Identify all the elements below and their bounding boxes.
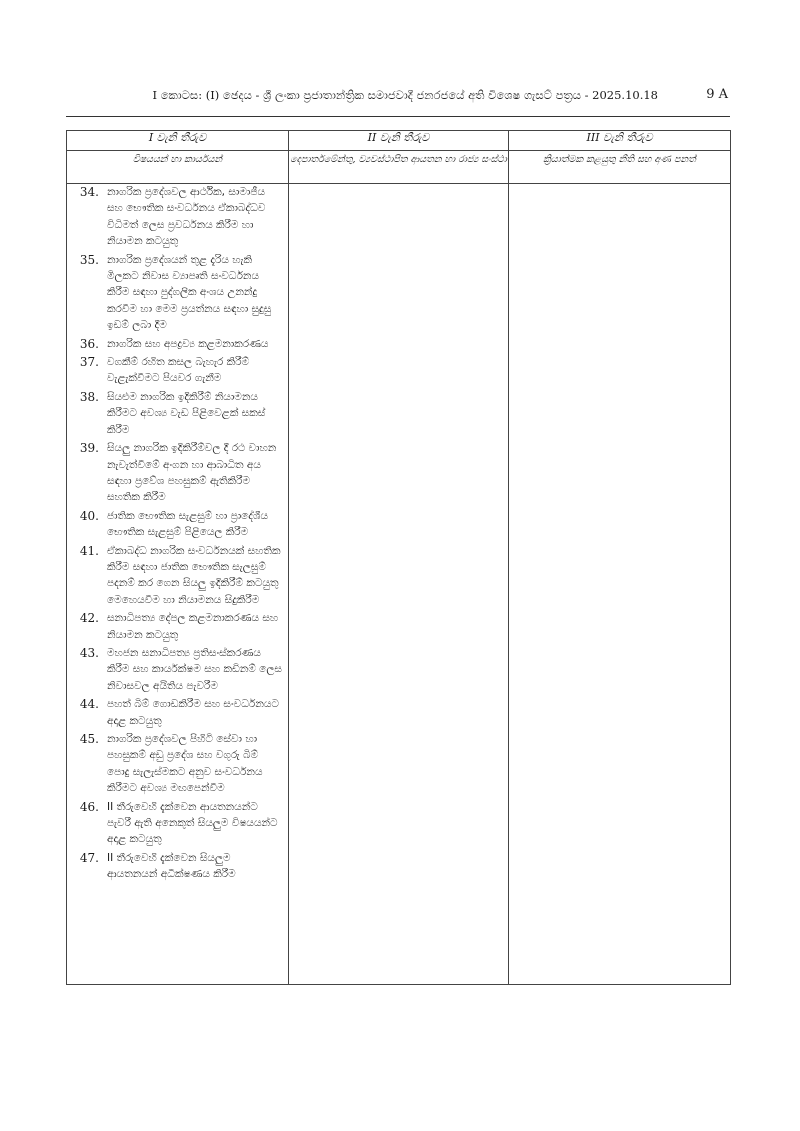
laws-acts-header: ක්‍රියාත්මක කළයුතු නීති සහ අණ පනත් [509, 151, 731, 184]
item-number: 35. [79, 252, 99, 267]
header-rule [66, 116, 730, 117]
item-number: 43. [79, 645, 99, 660]
item-number: 40. [79, 508, 99, 523]
table-body-row [67, 184, 731, 985]
list-item [67, 696, 288, 729]
item-number: 42. [79, 611, 99, 626]
list-item [67, 610, 288, 643]
item-number: 45. [79, 732, 99, 746]
item-text: මහජන සනාධිපත්‍ය ප්‍රතිසංස්කරණය කිරීම සහ කාර්යක්ෂම සහ කඩිනම් ලෙස නිවාසවල අයිතිය පැවරීම [107, 646, 282, 692]
list-item [67, 850, 288, 883]
item-number: 39. [79, 441, 99, 456]
list-item [67, 508, 288, 541]
list-item [67, 184, 288, 250]
item-number: 46. [79, 799, 99, 814]
item-text: නාගරික ප්‍රදේශවල පිහිටි සේවා හා පහසුකම් අඩු ප්‍රදේශ සහ වගුරු බිම් පොදු සැලැස්මකට අනුව සංවර්ධනය කිරීමට අවශ්‍ය මඟපෙන්වීම [107, 733, 263, 795]
list-item [67, 543, 288, 609]
schedule-table [66, 130, 731, 985]
list-item [67, 336, 288, 352]
institutions-cell [289, 184, 509, 985]
item-number: 37. [79, 355, 99, 370]
item-text: ජාතික භෞතික සැළසුම් හා ප්‍රාදේශීය භෞතික සැළසුම් පිළියෙල කිරීම [107, 509, 269, 539]
item-text: නාගරික ප්‍රදේශවල ආර්ථික, සාමාජීය සහ භෞතික සංවර්ධනය ඒකාබද්ධව විධිමත් ලෙස ප්‍රවර්ධනය කිරීම හා නියාමන කටයුතු [107, 186, 266, 248]
item-text: II තීරුවෙහි දැක්වෙන ආයතනයන්ට පැවරී ඇති අනෙකුත් සියලුම විෂයයන්ට අදාළ කටයුතු [107, 800, 278, 846]
list-item [67, 252, 288, 334]
gazette-header-title: I කොටස: (I) ඡෙදය - ශ්‍රී ලංකා ප්‍රජාතාන්ත්‍රික සමාජවාදී ජනරජයේ අති විශෙෂ ගැසට් පත්‍රය - 2025.10.18 [152, 88, 658, 102]
item-text: සියළුම නාගරික ඉදිකිරීම් නියාමනය කිරීමට අවශ්‍ය වැඩ පිළිවෙළක් සකස් කිරීම [107, 390, 266, 436]
item-text: වගකීම් රහිත කසල බැහැර කිරීම් වැළැක්වීමට පියවර ගැනීම [107, 356, 250, 385]
item-text: II තීරුවෙහි දැක්වෙන සියලුම ආයතනයන් අධීක්ෂණය කිරීම [107, 851, 236, 881]
page-number: 9 A [706, 87, 728, 102]
subjects-functions-header: විෂයයන් හා කාර්යයන් [67, 151, 289, 184]
item-text: නාගරික සහ අපද්‍රව්‍ය කළමනාකරණය [107, 337, 269, 350]
item-text: නාගරික ප්‍රදේශයන් තුළ දැරිය හැකි මිලකට නිවාස ව්‍යාපෘති සංවර්ධනය කිරීම සඳහා පුද්ගලික අංශය උනන්දු කරවීම හා මෙම ප්‍රයත්නය සඳහා සුදුසු ඉඩම් ලබා දීම [107, 253, 272, 332]
column-3-header: III වැනි තීරුව [509, 131, 731, 151]
list-item [67, 354, 288, 387]
column-1-header: I වැනි තීරුව [67, 131, 289, 151]
list-item [67, 799, 288, 848]
subjects-list-cell [67, 184, 289, 985]
list-item [67, 389, 288, 438]
institutions-header: දෙපාර්තමේන්තු, ව්‍යවස්ථාපිත ආයතන හා රාජ්‍ය සංස්ථා [289, 151, 509, 184]
item-text: ඒකාබද්ධ නාගරික සංවර්ධනයක් සහතික කිරීම සඳහා ජාතික භෞතික සැලසුම් පදනම් කර ගෙන සියලු ඉදිකිරීම් කටයුතු මෙහෙයවීම හා නියාමනය සිදුකිරීම [107, 544, 281, 606]
item-text: සනාධිපත්‍ය දේපල කළමනාකරණය සහ නියාමන කටයුතු [107, 612, 279, 641]
list-item [67, 731, 288, 797]
item-number: 41. [79, 543, 99, 558]
item-number: 36. [79, 336, 99, 351]
list-item [67, 645, 288, 694]
item-text: පහත් බිම් ගොඩකිරීම සහ සංවර්ධනයට අදාළ කටයුතු [107, 698, 279, 727]
column-2-header: II වැනි තීරුව [289, 131, 509, 151]
item-number: 44. [79, 697, 99, 712]
item-number: 47. [79, 850, 99, 865]
page-header [66, 88, 730, 108]
item-number: 34. [79, 185, 99, 199]
laws-cell [509, 184, 731, 985]
column-header-row [67, 131, 731, 151]
subheader-row [67, 151, 731, 184]
item-text: සියලු නාගරික ඉදිකිරීම්වල දී රථ වාහන නැවැත්වීමේ අංගන හා ආබාධිත අය සඳහා ප්‍රවේශ පහසුකම් ඇතිකිරීම සහතික කිරීම [107, 442, 277, 504]
list-item [67, 440, 288, 506]
item-number: 38. [79, 389, 99, 404]
